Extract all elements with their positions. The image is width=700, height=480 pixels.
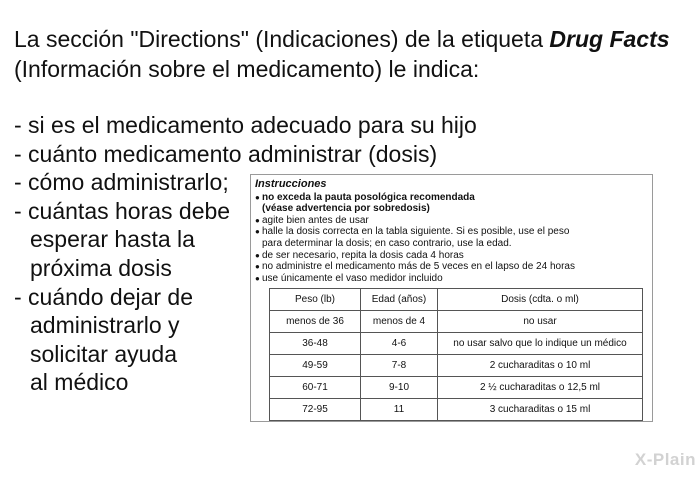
bullet-line: - si es el medicamento adecuado para su hijo [14,112,477,138]
table-cell: 9-10 [361,377,438,399]
direction-text: use únicamente el vaso medidor incluido [262,272,443,284]
bullet-line: esperar hasta la [30,226,195,253]
direction-continuation: (véase advertencia por sobredosis) [262,203,430,215]
intro-part2: (Información sobre el medicamento) le indica: [14,56,480,82]
table-cell: 49-59 [270,355,361,377]
table-row [270,311,643,333]
table-cell: no usar salvo que lo indique un médico [438,333,643,355]
intro-text [14,24,694,84]
table-row [270,333,643,355]
bullet-line: solicitar ayuda [30,340,178,367]
table-cell: 36-48 [270,333,361,355]
direction-text: halle la dosis correcta en la tabla siguiente. Si es posible, use el peso [262,226,570,238]
table-cell: 2 cucharaditas o 10 ml [438,355,643,377]
bullet-dot-icon: ● [255,262,260,272]
column-header: Dosis (cdta. o ml) [438,289,643,311]
direction-text: agite bien antes de usar [262,214,369,226]
bullet-dot-icon: ● [255,250,260,260]
bullet-line: próxima dosis [30,254,172,281]
bullet-dot-icon: ● [255,215,260,225]
table-cell: menos de 36 [270,311,361,333]
intro-emphasis: Drug Facts [549,26,670,52]
bullet-line: - cuántas horas debe [14,197,231,224]
table-row [270,377,643,399]
bullet-line: administrarlo y [30,312,180,339]
bullet-dot-icon: ● [255,192,260,202]
direction-item [255,192,646,204]
bullet-line: - cómo administrarlo; [14,169,229,196]
bullet-line: al médico [30,369,129,396]
direction-text: de ser necesario, repita la dosis cada 4 horas [262,249,464,261]
direction-item [255,273,646,285]
direction-text: no administre el medicamento más de 5 veces en el lapso de 24 horas [262,261,575,273]
column-header: Peso (lb) [270,289,361,311]
bullet-dot-icon: ● [255,227,260,237]
table-cell: no usar [438,311,643,333]
x-plain-logo: X-Plain [634,450,696,469]
intro-part1: La sección "Directions" (Indicaciones) de la etiqueta [14,26,550,52]
direction-text: no exceda la pauta posológica recomendada [262,191,475,203]
table-cell: 7-8 [361,355,438,377]
direction-item [255,226,646,238]
table-cell: 60-71 [270,377,361,399]
table-row [270,355,643,377]
table-row [270,399,643,421]
table-cell: 72-95 [270,399,361,421]
direction-item [255,215,646,227]
table-cell: 11 [361,399,438,421]
drug-facts-directions-panel [250,174,653,422]
panel-title: Instrucciones [255,178,327,190]
direction-continuation: para determinar la dosis; en caso contrario, use la edad. [262,237,512,249]
dosage-table [269,288,643,421]
column-header: Edad (años) [361,289,438,311]
direction-item [255,261,646,273]
table-cell: 2 ½ cucharaditas o 12,5 ml [438,377,643,399]
table-cell: menos de 4 [361,311,438,333]
bullet-dot-icon: ● [255,273,260,283]
table-cell: 3 cucharaditas o 15 ml [438,399,643,421]
bullet-line: - cuándo dejar de [14,283,194,310]
table-cell: 4-6 [361,333,438,355]
bullet-line: - cuánto medicamento administrar (dosis) [14,140,438,167]
direction-item [255,250,646,262]
table-header-row [270,289,643,311]
